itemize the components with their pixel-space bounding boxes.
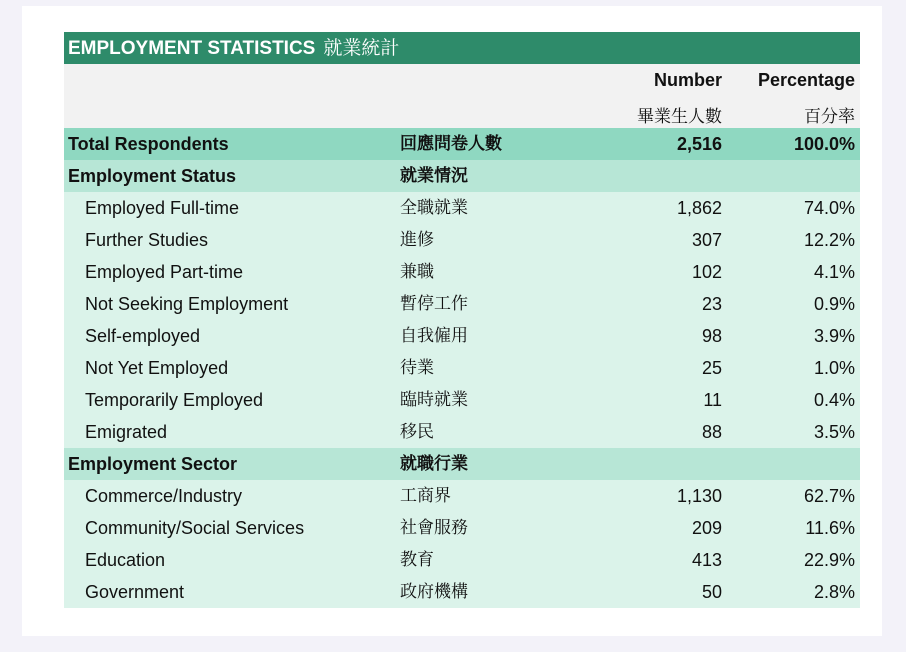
total-respondents-row [64, 128, 860, 160]
row-percentage: 3.5% [813, 422, 855, 442]
row-number: 2,516 [676, 134, 722, 154]
row-percentage: 0.4% [813, 390, 855, 410]
row-label-en: Not Seeking Employment [85, 294, 289, 314]
employment-statistics-table [64, 32, 860, 608]
row-label-zh: 臨時就業 [400, 390, 468, 410]
row-label-en: Emigrated [85, 422, 168, 442]
row-label-en: Community/Social Services [85, 518, 305, 538]
row-number: 23 [701, 294, 722, 314]
row-label-en: Further Studies [85, 230, 209, 250]
table-row [64, 384, 860, 416]
row-label-en: Employed Part-time [85, 262, 244, 282]
row-label-zh: 進修 [400, 230, 434, 250]
row-label-zh: 兼職 [400, 262, 434, 282]
row-number: 50 [701, 582, 722, 602]
row-percentage: 100.0% [793, 134, 855, 154]
header-number-en: Number [653, 70, 722, 90]
row-number: 1,130 [676, 486, 722, 506]
row-number: 307 [691, 230, 722, 250]
header-percentage-zh: 百分率 [804, 107, 855, 127]
row-percentage: 2.8% [813, 582, 855, 602]
section-label-zh: 就業情況 [400, 166, 468, 186]
section-label-en: Employment Status [68, 166, 237, 186]
row-label-en: Self-employed [85, 326, 201, 346]
row-label-zh: 工商界 [400, 486, 451, 506]
row-label-zh: 回應問卷人數 [400, 134, 502, 154]
row-percentage: 11.6% [805, 518, 855, 538]
table-row [64, 416, 860, 448]
row-label-en: Temporarily Employed [85, 390, 264, 410]
row-number: 98 [701, 326, 722, 346]
row-number: 1,862 [676, 198, 722, 218]
column-header [64, 64, 860, 128]
row-label-zh: 自我僱用 [400, 326, 468, 346]
row-label-zh: 政府機構 [400, 582, 468, 602]
section-label-zh: 就職行業 [400, 454, 468, 474]
table-row [64, 512, 860, 544]
row-label-zh: 待業 [400, 358, 434, 378]
table-row [64, 256, 860, 288]
row-number: 413 [691, 550, 722, 570]
section-employment-sector [64, 448, 860, 480]
row-number: 25 [701, 358, 722, 378]
header-number-zh: 畢業生人數 [637, 107, 722, 127]
header-percentage-en: Percentage [757, 70, 855, 90]
table-row [64, 352, 860, 384]
row-label-zh: 社會服務 [400, 518, 468, 538]
table-row [64, 224, 860, 256]
row-percentage: 3.9% [813, 326, 855, 346]
table-row [64, 320, 860, 352]
table-title-zh: 就業統計 [323, 37, 400, 59]
row-label-en: Total Respondents [68, 134, 229, 154]
table-row [64, 192, 860, 224]
section-label-en: Employment Sector [68, 454, 238, 474]
row-number: 102 [691, 262, 722, 282]
row-percentage: 74.0% [803, 198, 855, 218]
row-percentage: 0.9% [813, 294, 855, 314]
table-row [64, 480, 860, 512]
row-percentage: 12.2% [803, 230, 855, 250]
row-percentage: 1.0% [813, 358, 855, 378]
row-label-en: Government [85, 582, 185, 602]
row-label-zh: 移民 [400, 422, 434, 442]
row-percentage: 62.7% [803, 486, 855, 506]
row-number: 209 [691, 518, 722, 538]
table-row [64, 288, 860, 320]
row-label-en: Employed Full-time [85, 198, 240, 218]
row-label-zh: 暫停工作 [400, 294, 468, 314]
row-label-en: Education [85, 550, 166, 570]
row-percentage: 4.1% [813, 262, 855, 282]
table-title [64, 32, 860, 64]
row-label-zh: 全職就業 [400, 198, 468, 218]
row-percentage: 22.9% [803, 550, 855, 570]
section-employment-status [64, 160, 860, 192]
row-number: 11 [703, 390, 722, 410]
table-row [64, 576, 860, 608]
table-row [64, 544, 860, 576]
row-label-en: Commerce/Industry [85, 486, 243, 506]
row-label-en: Not Yet Employed [85, 358, 229, 378]
table-title-en: EMPLOYMENT STATISTICS [68, 38, 316, 59]
row-label-zh: 教育 [400, 550, 434, 570]
row-number: 88 [701, 422, 722, 442]
